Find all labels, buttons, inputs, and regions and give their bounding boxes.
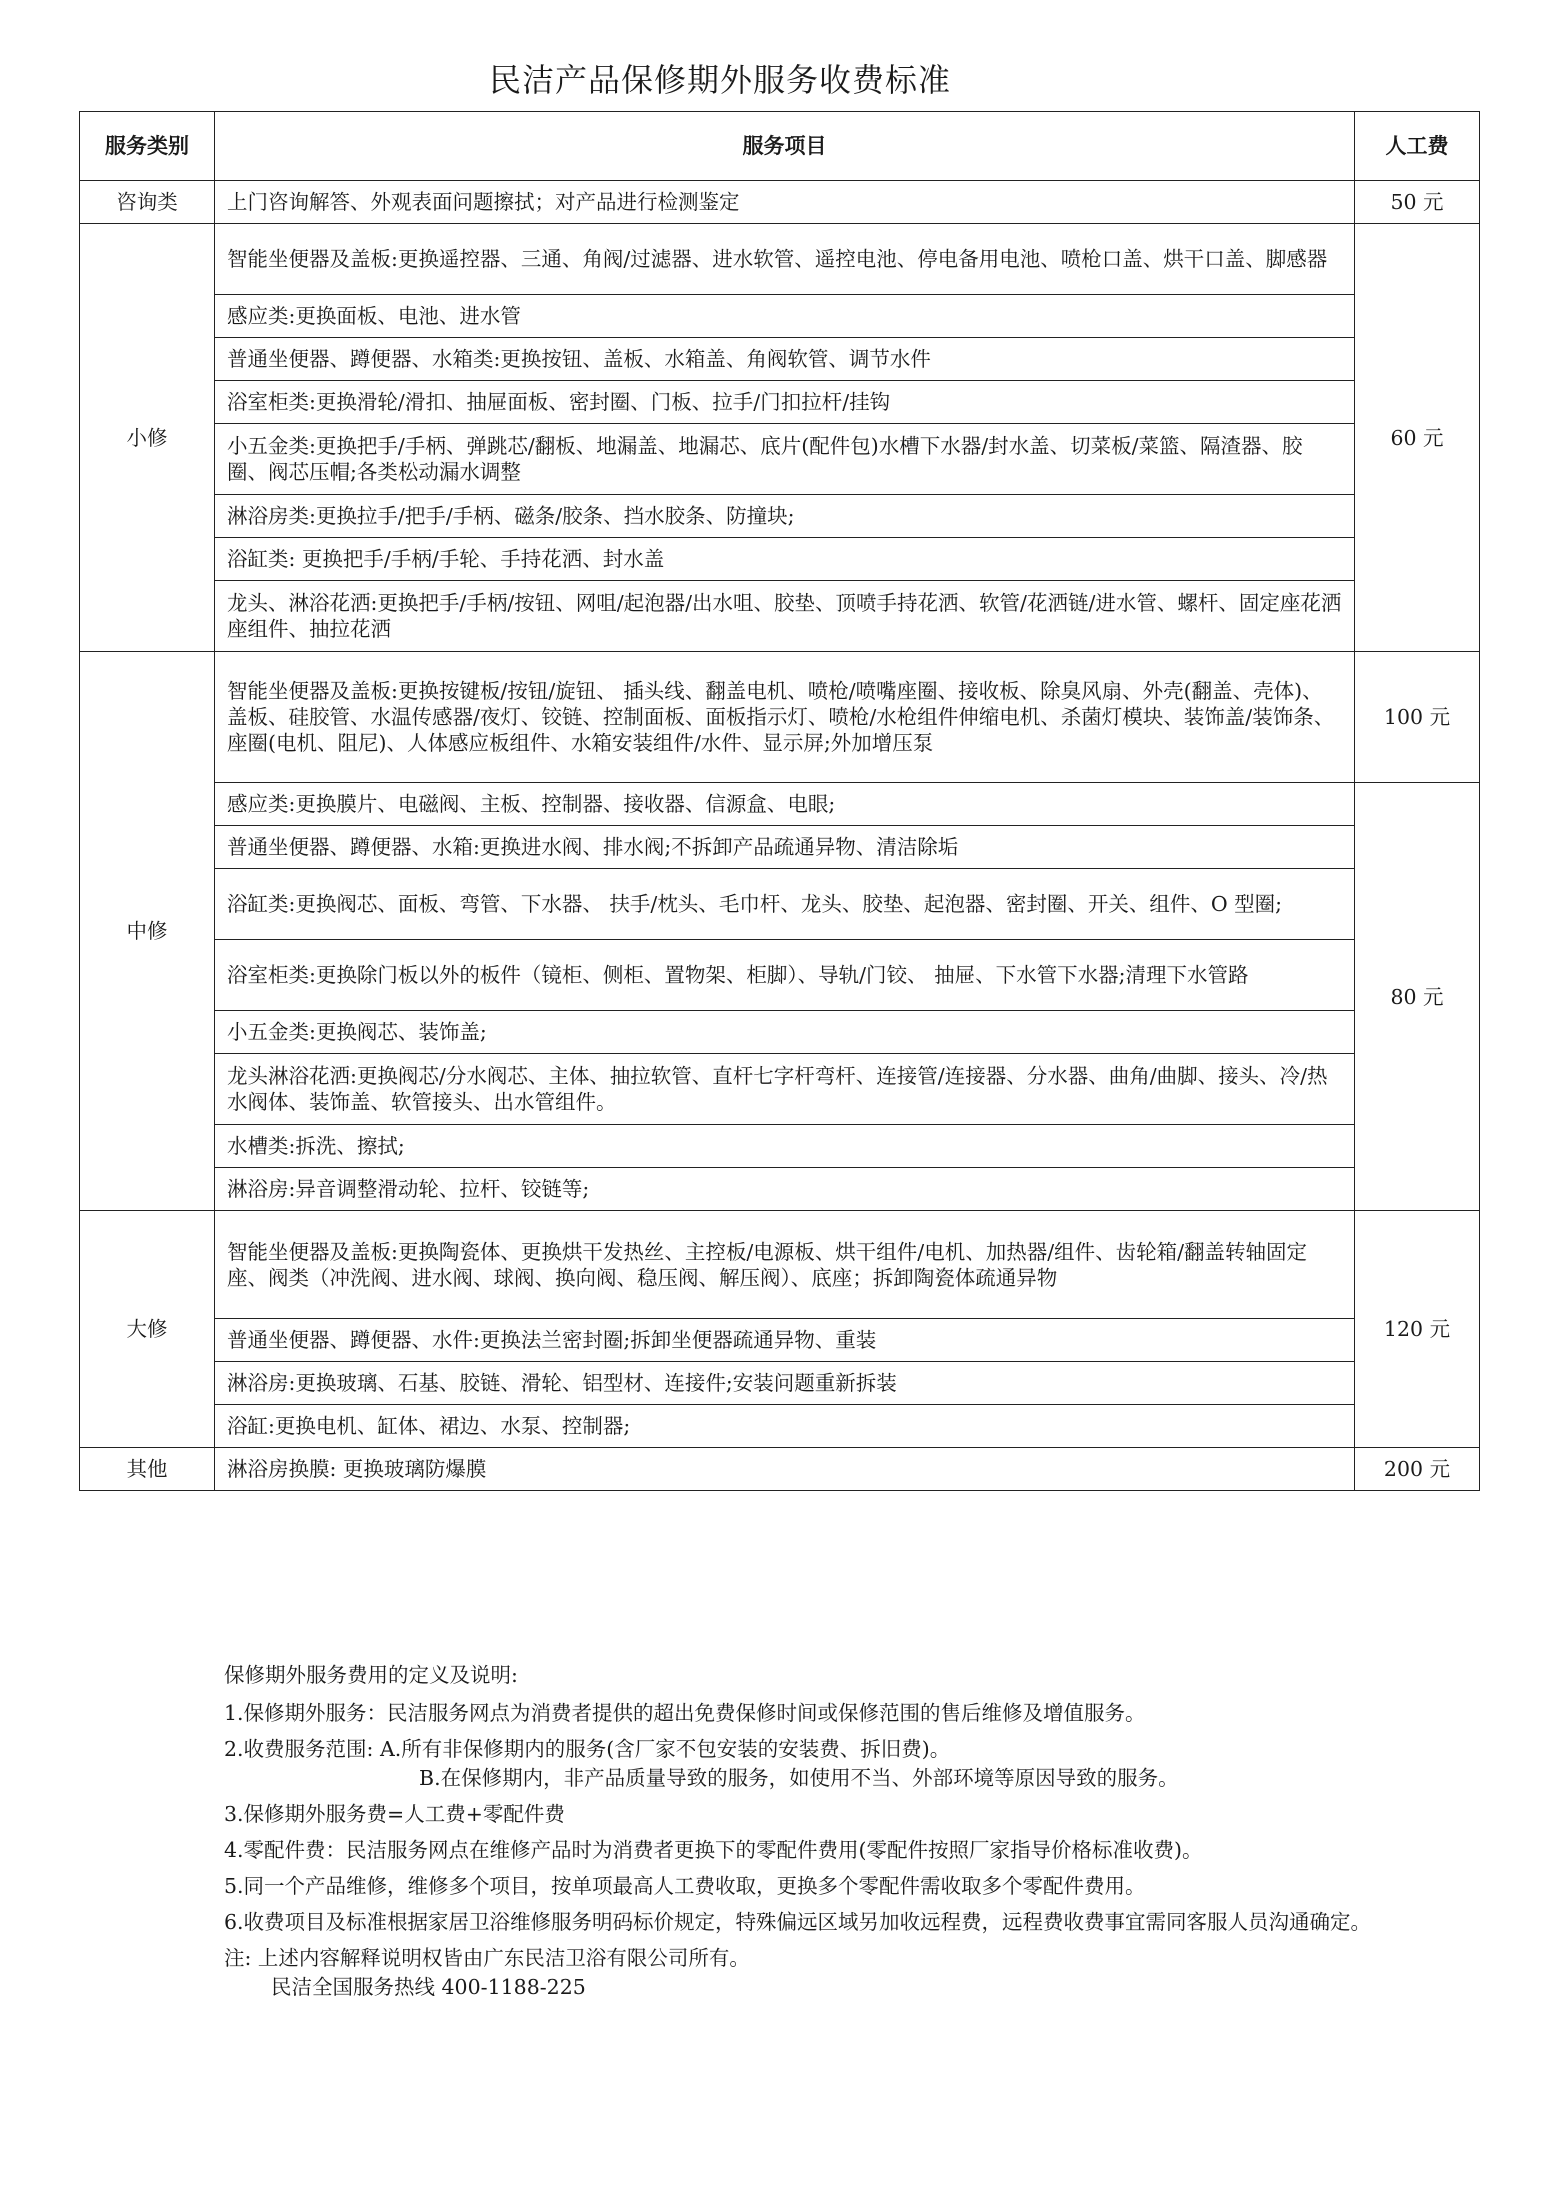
note-item: 5.同一个产品维修，维修多个项目，按单项最高人工费收取，更换多个零配件需收取多个零配件费用。 (224, 1874, 1146, 1898)
fee-cell: 80 元 (1355, 783, 1480, 1211)
note-item: 6.收费项目及标准根据家居卫浴维修服务明码标价规定，特殊偏远区域另加收远程费，远程费收费事宜需同客服人员沟通确定。 (224, 1910, 1372, 1934)
table-row (80, 869, 1480, 940)
category-cell: 其他 (80, 1448, 215, 1491)
note-item: B.在保修期内，非产品质量导致的服务，如使用不当、外部环境等原因导致的服务。 (419, 1766, 1179, 1790)
note-item: 1.保修期外服务：民洁服务网点为消费者提供的超出免费保修时间或保修范围的售后维修及增值服务。 (224, 1701, 1146, 1725)
item-cell: 小五金类:更换阀芯、装饰盖; (215, 1011, 1355, 1054)
table-row (80, 1319, 1480, 1362)
table-row (80, 224, 1480, 295)
header-fee: 人工费 (1355, 112, 1480, 181)
table-row (80, 295, 1480, 338)
copyright-note: 注: 上述内容解释说明权皆由广东民洁卫浴有限公司所有。 (224, 1946, 750, 1970)
table-row (80, 783, 1480, 826)
note-item: 3.保修期外服务费=人工费+零配件费 (224, 1802, 565, 1826)
fee-cell: 120 元 (1355, 1211, 1480, 1448)
fee-cell: 200 元 (1355, 1448, 1480, 1491)
table-row (80, 1054, 1480, 1125)
item-cell: 感应类:更换面板、电池、进水管 (215, 295, 1355, 338)
table-row (80, 424, 1480, 495)
category-cell: 中修 (80, 652, 215, 1211)
table-row (80, 652, 1480, 783)
item-cell: 淋浴房:异音调整滑动轮、拉杆、铰链等; (215, 1168, 1355, 1211)
item-cell: 龙头淋浴花洒:更换阀芯/分水阀芯、主体、抽拉软管、直杆七字杆弯杆、连接管/连接器、分水器、曲角/曲脚、接头、冷/热水阀体、装饰盖、软管接头、出水管组件。 (215, 1054, 1355, 1125)
item-cell: 小五金类:更换把手/手柄、弹跳芯/翻板、地漏盖、地漏芯、底片(配件包)水槽下水器/封水盖、切菜板/菜篮、隔渣器、胶圈、阀芯压帽;各类松动漏水调整 (215, 424, 1355, 495)
note-item: 2.收费服务范围: A.所有非保修期内的服务(含厂家不包安装的安装费、拆旧费)。 (224, 1737, 951, 1761)
item-cell: 淋浴房:更换玻璃、石基、胶链、滑轮、铝型材、连接件;安装问题重新拆装 (215, 1362, 1355, 1405)
table-row (80, 1125, 1480, 1168)
item-cell: 智能坐便器及盖板:更换陶瓷体、更换烘干发热丝、主控板/电源板、烘干组件/电机、加热器/组件、齿轮箱/翻盖转轴固定座、阀类（冲洗阀、进水阀、球阀、换向阀、稳压阀、解压阀）、底座；拆卸陶瓷体疏通异物 (215, 1211, 1355, 1319)
item-cell: 淋浴房类:更换拉手/把手/手柄、磁条/胶条、挡水胶条、防撞块; (215, 495, 1355, 538)
notes-heading: 保修期外服务费用的定义及说明: (224, 1663, 518, 1687)
table-row (80, 1405, 1480, 1448)
table-row (80, 1011, 1480, 1054)
table-row (80, 538, 1480, 581)
item-cell: 上门咨询解答、外观表面问题擦拭；对产品进行检测鉴定 (215, 181, 1355, 224)
table-row (80, 1448, 1480, 1491)
table-row (80, 1211, 1480, 1319)
table-row (80, 495, 1480, 538)
item-cell: 普通坐便器、蹲便器、水箱类:更换按钮、盖板、水箱盖、角阀软管、调节水件 (215, 338, 1355, 381)
table-row (80, 1168, 1480, 1211)
item-cell: 淋浴房换膜: 更换玻璃防爆膜 (215, 1448, 1355, 1491)
table-row (80, 940, 1480, 1011)
item-cell: 浴室柜类:更换除门板以外的板件（镜柜、侧柜、置物架、柜脚）、导轨/门铰、 抽屉、下水管下水器;清理下水管路 (215, 940, 1355, 1011)
table-row (80, 181, 1480, 224)
table-row (80, 338, 1480, 381)
page-title: 民洁产品保修期外服务收费标准 (488, 61, 951, 99)
item-cell: 智能坐便器及盖板:更换遥控器、三通、角阀/过滤器、进水软管、遥控电池、停电备用电池、喷枪口盖、烘干口盖、脚感器 (215, 224, 1355, 295)
item-cell: 龙头、淋浴花洒:更换把手/手柄/按钮、网咀/起泡器/出水咀、胶垫、顶喷手持花洒、软管/花洒链/进水管、螺杆、固定座花洒座组件、抽拉花洒 (215, 581, 1355, 652)
item-cell: 浴缸类:更换阀芯、面板、弯管、下水器、 扶手/枕头、毛巾杆、龙头、胶垫、起泡器、密封圈、开关、组件、O 型圈; (215, 869, 1355, 940)
table-row (80, 1362, 1480, 1405)
notes-section (224, 1661, 1384, 2009)
item-cell: 浴缸类: 更换把手/手柄/手轮、手持花洒、封水盖 (215, 538, 1355, 581)
item-cell: 浴室柜类:更换滑轮/滑扣、抽屉面板、密封圈、门板、拉手/门扣拉杆/挂钩 (215, 381, 1355, 424)
table-row (80, 381, 1480, 424)
item-cell: 水槽类:拆洗、擦拭; (215, 1125, 1355, 1168)
table-row (80, 826, 1480, 869)
header-category: 服务类别 (80, 112, 215, 181)
fee-cell: 60 元 (1355, 224, 1480, 652)
table-row (80, 581, 1480, 652)
fee-cell: 100 元 (1355, 652, 1480, 783)
item-cell: 普通坐便器、蹲便器、水箱:更换进水阀、排水阀;不拆卸产品疏通异物、清洁除垢 (215, 826, 1355, 869)
category-cell: 小修 (80, 224, 215, 652)
item-cell: 智能坐便器及盖板:更换按键板/按钮/旋钮、 插头线、翻盖电机、喷枪/喷嘴座圈、接收板、除臭风扇、外壳(翻盖、壳体)、盖板、硅胶管、水温传感器/夜灯、铰链、控制面板、面板指示灯、喷枪/水枪组件伸缩电机、杀菌灯模块、装饰盖/装饰条、座圈(电机、阻尼)、人体感应板组件、水箱安装组件/水件、显示屏;外加增压泵 (215, 652, 1355, 783)
note-item: 4.零配件费：民洁服务网点在维修产品时为消费者更换下的零配件费用(零配件按照厂家指导价格标准收费)。 (224, 1838, 1203, 1862)
header-item: 服务项目 (215, 112, 1355, 181)
table-header-row (80, 112, 1480, 181)
item-cell: 普通坐便器、蹲便器、水件:更换法兰密封圈;拆卸坐便器疏通异物、重装 (215, 1319, 1355, 1362)
item-cell: 浴缸:更换电机、缸体、裙边、水泵、控制器; (215, 1405, 1355, 1448)
service-hotline: 民洁全国服务热线 400-1188-225 (271, 1975, 586, 1999)
fee-cell: 50 元 (1355, 181, 1480, 224)
category-cell: 咨询类 (80, 181, 215, 224)
category-cell: 大修 (80, 1211, 215, 1448)
item-cell: 感应类:更换膜片、电磁阀、主板、控制器、接收器、信源盒、电眼; (215, 783, 1355, 826)
fee-table (79, 111, 1480, 1491)
